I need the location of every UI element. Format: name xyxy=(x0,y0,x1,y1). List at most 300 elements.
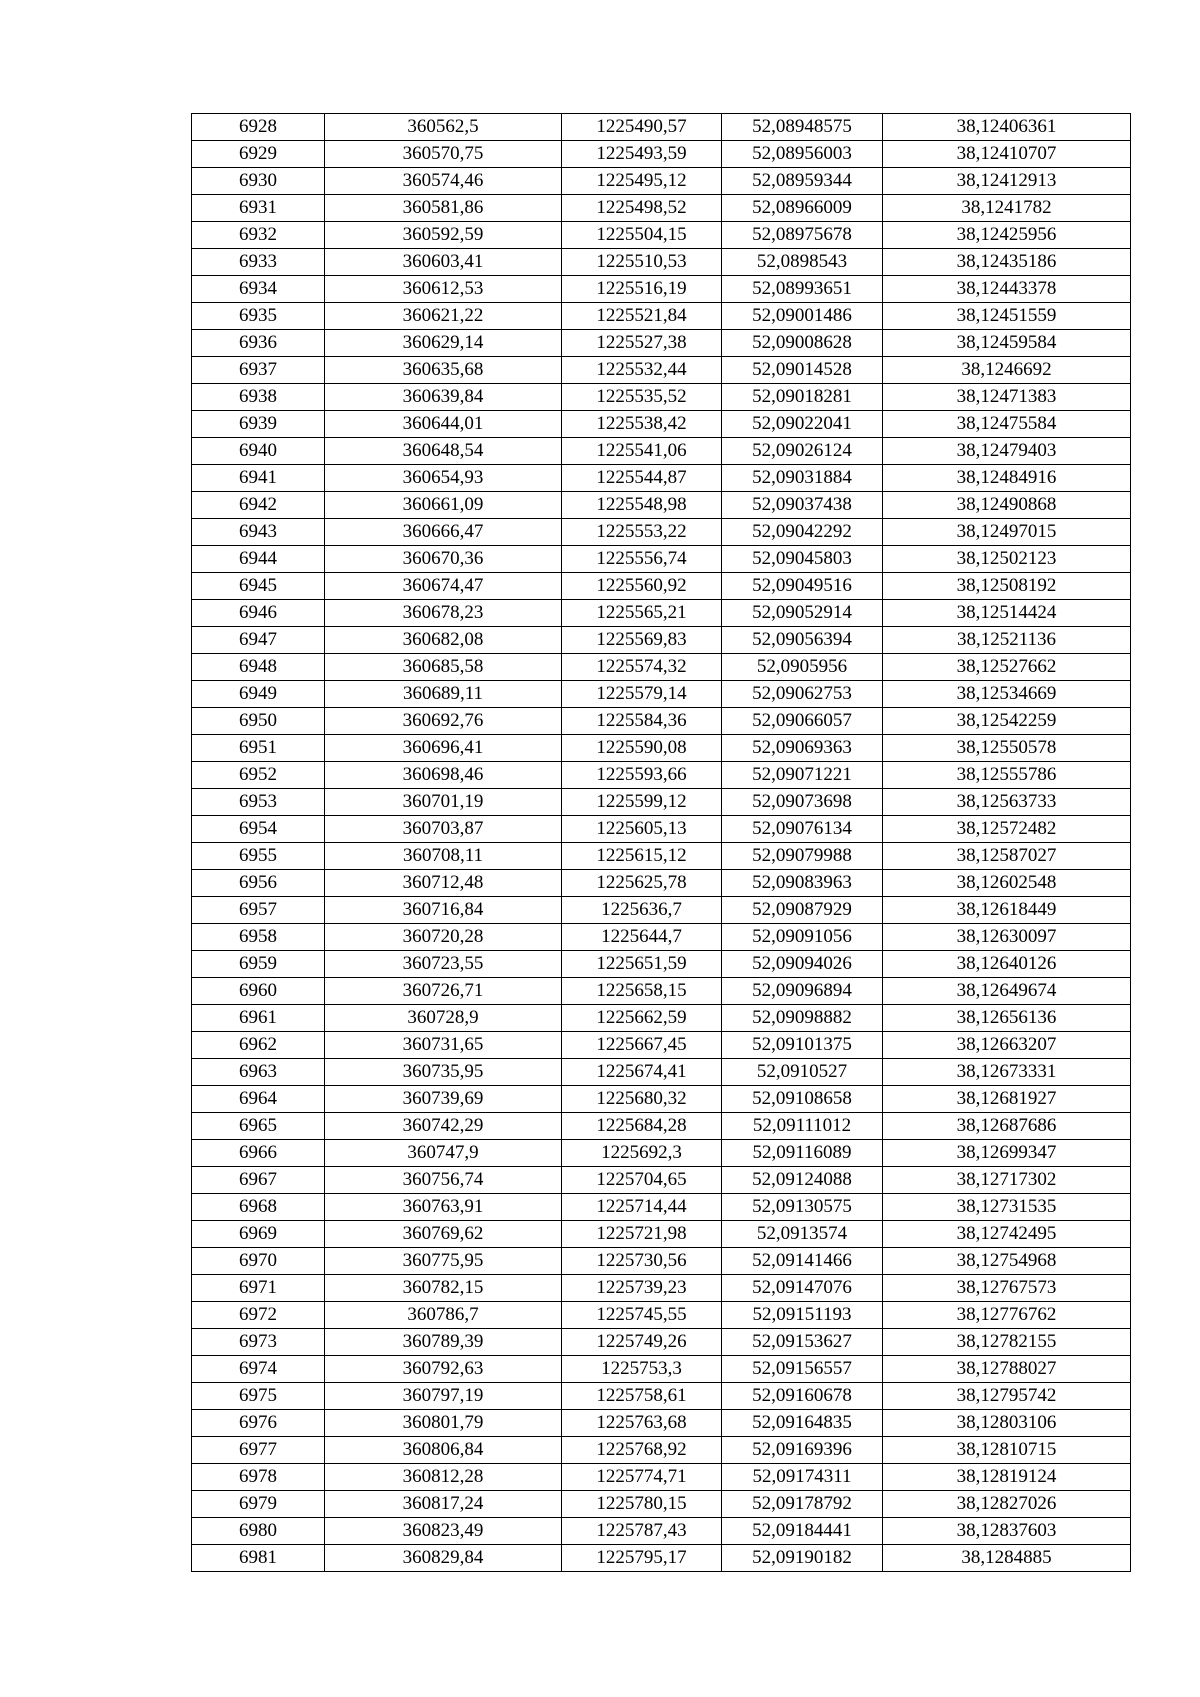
x-coordinate-cell: 360661,09 xyxy=(325,492,562,519)
table-row xyxy=(192,1005,1131,1032)
coordinates-table xyxy=(191,113,1131,1572)
y-coordinate-cell: 1225667,45 xyxy=(562,1032,722,1059)
x-coordinate-cell: 360763,91 xyxy=(325,1194,562,1221)
x-coordinate-cell: 360654,93 xyxy=(325,465,562,492)
y-coordinate-cell: 1225532,44 xyxy=(562,357,722,384)
table-row xyxy=(192,924,1131,951)
x-coordinate-cell: 360703,87 xyxy=(325,816,562,843)
longitude-cell: 38,12687686 xyxy=(883,1113,1131,1140)
point-number-cell: 6971 xyxy=(192,1275,325,1302)
point-number-cell: 6940 xyxy=(192,438,325,465)
table-row xyxy=(192,897,1131,924)
table-row xyxy=(192,870,1131,897)
y-coordinate-cell: 1225544,87 xyxy=(562,465,722,492)
table-row xyxy=(192,465,1131,492)
x-coordinate-cell: 360712,48 xyxy=(325,870,562,897)
table-row xyxy=(192,1221,1131,1248)
longitude-cell: 38,1246692 xyxy=(883,357,1131,384)
longitude-cell: 38,12795742 xyxy=(883,1383,1131,1410)
y-coordinate-cell: 1225535,52 xyxy=(562,384,722,411)
point-number-cell: 6930 xyxy=(192,168,325,195)
y-coordinate-cell: 1225538,42 xyxy=(562,411,722,438)
latitude-cell: 52,09001486 xyxy=(722,303,883,330)
longitude-cell: 38,12776762 xyxy=(883,1302,1131,1329)
latitude-cell: 52,09073698 xyxy=(722,789,883,816)
latitude-cell: 52,09076134 xyxy=(722,816,883,843)
x-coordinate-cell: 360666,47 xyxy=(325,519,562,546)
table-row xyxy=(192,114,1131,141)
longitude-cell: 38,12479403 xyxy=(883,438,1131,465)
latitude-cell: 52,09151193 xyxy=(722,1302,883,1329)
table-row xyxy=(192,1491,1131,1518)
table-row xyxy=(192,816,1131,843)
latitude-cell: 52,08975678 xyxy=(722,222,883,249)
latitude-cell: 52,09049516 xyxy=(722,573,883,600)
y-coordinate-cell: 1225774,71 xyxy=(562,1464,722,1491)
point-number-cell: 6975 xyxy=(192,1383,325,1410)
x-coordinate-cell: 360769,62 xyxy=(325,1221,562,1248)
latitude-cell: 52,09037438 xyxy=(722,492,883,519)
y-coordinate-cell: 1225493,59 xyxy=(562,141,722,168)
longitude-cell: 38,12508192 xyxy=(883,573,1131,600)
point-number-cell: 6934 xyxy=(192,276,325,303)
x-coordinate-cell: 360603,41 xyxy=(325,249,562,276)
latitude-cell: 52,09153627 xyxy=(722,1329,883,1356)
table-row xyxy=(192,654,1131,681)
point-number-cell: 6972 xyxy=(192,1302,325,1329)
latitude-cell: 52,09087929 xyxy=(722,897,883,924)
point-number-cell: 6967 xyxy=(192,1167,325,1194)
point-number-cell: 6957 xyxy=(192,897,325,924)
y-coordinate-cell: 1225490,57 xyxy=(562,114,722,141)
y-coordinate-cell: 1225560,92 xyxy=(562,573,722,600)
y-coordinate-cell: 1225504,15 xyxy=(562,222,722,249)
latitude-cell: 52,09062753 xyxy=(722,681,883,708)
latitude-cell: 52,08993651 xyxy=(722,276,883,303)
y-coordinate-cell: 1225749,26 xyxy=(562,1329,722,1356)
y-coordinate-cell: 1225625,78 xyxy=(562,870,722,897)
point-number-cell: 6955 xyxy=(192,843,325,870)
latitude-cell: 52,0913574 xyxy=(722,1221,883,1248)
point-number-cell: 6929 xyxy=(192,141,325,168)
latitude-cell: 52,09094026 xyxy=(722,951,883,978)
x-coordinate-cell: 360689,11 xyxy=(325,681,562,708)
latitude-cell: 52,09026124 xyxy=(722,438,883,465)
point-number-cell: 6968 xyxy=(192,1194,325,1221)
latitude-cell: 52,09164835 xyxy=(722,1410,883,1437)
latitude-cell: 52,09190182 xyxy=(722,1545,883,1572)
y-coordinate-cell: 1225541,06 xyxy=(562,438,722,465)
y-coordinate-cell: 1225662,59 xyxy=(562,1005,722,1032)
x-coordinate-cell: 360570,75 xyxy=(325,141,562,168)
longitude-cell: 38,12471383 xyxy=(883,384,1131,411)
point-number-cell: 6946 xyxy=(192,600,325,627)
y-coordinate-cell: 1225714,44 xyxy=(562,1194,722,1221)
y-coordinate-cell: 1225674,41 xyxy=(562,1059,722,1086)
longitude-cell: 38,12742495 xyxy=(883,1221,1131,1248)
table-row xyxy=(192,762,1131,789)
longitude-cell: 38,12656136 xyxy=(883,1005,1131,1032)
latitude-cell: 52,09052914 xyxy=(722,600,883,627)
x-coordinate-cell: 360782,15 xyxy=(325,1275,562,1302)
latitude-cell: 52,0898543 xyxy=(722,249,883,276)
x-coordinate-cell: 360801,79 xyxy=(325,1410,562,1437)
table-row xyxy=(192,195,1131,222)
point-number-cell: 6952 xyxy=(192,762,325,789)
longitude-cell: 38,12451559 xyxy=(883,303,1131,330)
y-coordinate-cell: 1225721,98 xyxy=(562,1221,722,1248)
latitude-cell: 52,09130575 xyxy=(722,1194,883,1221)
table-row xyxy=(192,411,1131,438)
x-coordinate-cell: 360735,95 xyxy=(325,1059,562,1086)
y-coordinate-cell: 1225590,08 xyxy=(562,735,722,762)
x-coordinate-cell: 360747,9 xyxy=(325,1140,562,1167)
longitude-cell: 38,12443378 xyxy=(883,276,1131,303)
latitude-cell: 52,09018281 xyxy=(722,384,883,411)
table-row xyxy=(192,1545,1131,1572)
y-coordinate-cell: 1225780,15 xyxy=(562,1491,722,1518)
y-coordinate-cell: 1225692,3 xyxy=(562,1140,722,1167)
table-row xyxy=(192,141,1131,168)
x-coordinate-cell: 360728,9 xyxy=(325,1005,562,1032)
point-number-cell: 6981 xyxy=(192,1545,325,1572)
point-number-cell: 6976 xyxy=(192,1410,325,1437)
table-row xyxy=(192,627,1131,654)
table-row xyxy=(192,789,1131,816)
table-row xyxy=(192,249,1131,276)
y-coordinate-cell: 1225795,17 xyxy=(562,1545,722,1572)
table-row xyxy=(192,438,1131,465)
y-coordinate-cell: 1225599,12 xyxy=(562,789,722,816)
point-number-cell: 6931 xyxy=(192,195,325,222)
longitude-cell: 38,12767573 xyxy=(883,1275,1131,1302)
y-coordinate-cell: 1225498,52 xyxy=(562,195,722,222)
point-number-cell: 6947 xyxy=(192,627,325,654)
latitude-cell: 52,0910527 xyxy=(722,1059,883,1086)
longitude-cell: 38,12630097 xyxy=(883,924,1131,951)
y-coordinate-cell: 1225787,43 xyxy=(562,1518,722,1545)
x-coordinate-cell: 360739,69 xyxy=(325,1086,562,1113)
table-row xyxy=(192,1329,1131,1356)
latitude-cell: 52,08948575 xyxy=(722,114,883,141)
longitude-cell: 38,12788027 xyxy=(883,1356,1131,1383)
y-coordinate-cell: 1225745,55 xyxy=(562,1302,722,1329)
x-coordinate-cell: 360581,86 xyxy=(325,195,562,222)
latitude-cell: 52,09031884 xyxy=(722,465,883,492)
table-row xyxy=(192,330,1131,357)
latitude-cell: 52,09156557 xyxy=(722,1356,883,1383)
point-number-cell: 6953 xyxy=(192,789,325,816)
latitude-cell: 52,09042292 xyxy=(722,519,883,546)
longitude-cell: 38,12527662 xyxy=(883,654,1131,681)
longitude-cell: 38,12502123 xyxy=(883,546,1131,573)
latitude-cell: 52,09079988 xyxy=(722,843,883,870)
x-coordinate-cell: 360574,46 xyxy=(325,168,562,195)
latitude-cell: 52,09091056 xyxy=(722,924,883,951)
point-number-cell: 6937 xyxy=(192,357,325,384)
table-row xyxy=(192,843,1131,870)
longitude-cell: 38,12673331 xyxy=(883,1059,1131,1086)
latitude-cell: 52,09108658 xyxy=(722,1086,883,1113)
longitude-cell: 38,12563733 xyxy=(883,789,1131,816)
table-row xyxy=(192,1194,1131,1221)
latitude-cell: 52,09022041 xyxy=(722,411,883,438)
point-number-cell: 6945 xyxy=(192,573,325,600)
latitude-cell: 52,09160678 xyxy=(722,1383,883,1410)
longitude-cell: 38,12717302 xyxy=(883,1167,1131,1194)
x-coordinate-cell: 360731,65 xyxy=(325,1032,562,1059)
x-coordinate-cell: 360726,71 xyxy=(325,978,562,1005)
table-row xyxy=(192,384,1131,411)
y-coordinate-cell: 1225684,28 xyxy=(562,1113,722,1140)
table-row xyxy=(192,1464,1131,1491)
longitude-cell: 38,12782155 xyxy=(883,1329,1131,1356)
latitude-cell: 52,09083963 xyxy=(722,870,883,897)
point-number-cell: 6958 xyxy=(192,924,325,951)
table-row xyxy=(192,546,1131,573)
latitude-cell: 52,09069363 xyxy=(722,735,883,762)
longitude-cell: 38,12640126 xyxy=(883,951,1131,978)
y-coordinate-cell: 1225605,13 xyxy=(562,816,722,843)
point-number-cell: 6950 xyxy=(192,708,325,735)
longitude-cell: 38,12542259 xyxy=(883,708,1131,735)
longitude-cell: 38,12602548 xyxy=(883,870,1131,897)
x-coordinate-cell: 360648,54 xyxy=(325,438,562,465)
point-number-cell: 6969 xyxy=(192,1221,325,1248)
longitude-cell: 38,12649674 xyxy=(883,978,1131,1005)
latitude-cell: 52,08956003 xyxy=(722,141,883,168)
table-row xyxy=(192,222,1131,249)
table-row xyxy=(192,492,1131,519)
longitude-cell: 38,12837603 xyxy=(883,1518,1131,1545)
table-row xyxy=(192,600,1131,627)
y-coordinate-cell: 1225651,59 xyxy=(562,951,722,978)
longitude-cell: 38,12699347 xyxy=(883,1140,1131,1167)
x-coordinate-cell: 360756,74 xyxy=(325,1167,562,1194)
longitude-cell: 38,12425956 xyxy=(883,222,1131,249)
x-coordinate-cell: 360786,7 xyxy=(325,1302,562,1329)
latitude-cell: 52,09174311 xyxy=(722,1464,883,1491)
longitude-cell: 38,12406361 xyxy=(883,114,1131,141)
point-number-cell: 6966 xyxy=(192,1140,325,1167)
latitude-cell: 52,09066057 xyxy=(722,708,883,735)
x-coordinate-cell: 360639,84 xyxy=(325,384,562,411)
latitude-cell: 52,09014528 xyxy=(722,357,883,384)
x-coordinate-cell: 360792,63 xyxy=(325,1356,562,1383)
y-coordinate-cell: 1225556,74 xyxy=(562,546,722,573)
x-coordinate-cell: 360742,29 xyxy=(325,1113,562,1140)
x-coordinate-cell: 360674,47 xyxy=(325,573,562,600)
longitude-cell: 38,12618449 xyxy=(883,897,1131,924)
y-coordinate-cell: 1225758,61 xyxy=(562,1383,722,1410)
x-coordinate-cell: 360723,55 xyxy=(325,951,562,978)
point-number-cell: 6941 xyxy=(192,465,325,492)
longitude-cell: 38,12819124 xyxy=(883,1464,1131,1491)
y-coordinate-cell: 1225636,7 xyxy=(562,897,722,924)
table-row xyxy=(192,357,1131,384)
longitude-cell: 38,12475584 xyxy=(883,411,1131,438)
point-number-cell: 6956 xyxy=(192,870,325,897)
point-number-cell: 6935 xyxy=(192,303,325,330)
longitude-cell: 38,1284885 xyxy=(883,1545,1131,1572)
longitude-cell: 38,12555786 xyxy=(883,762,1131,789)
table-row xyxy=(192,303,1131,330)
x-coordinate-cell: 360592,59 xyxy=(325,222,562,249)
longitude-cell: 38,12514424 xyxy=(883,600,1131,627)
table-row xyxy=(192,1167,1131,1194)
x-coordinate-cell: 360692,76 xyxy=(325,708,562,735)
longitude-cell: 38,12731535 xyxy=(883,1194,1131,1221)
point-number-cell: 6933 xyxy=(192,249,325,276)
y-coordinate-cell: 1225516,19 xyxy=(562,276,722,303)
x-coordinate-cell: 360797,19 xyxy=(325,1383,562,1410)
x-coordinate-cell: 360562,5 xyxy=(325,114,562,141)
longitude-cell: 38,12412913 xyxy=(883,168,1131,195)
longitude-cell: 38,12550578 xyxy=(883,735,1131,762)
table-row xyxy=(192,735,1131,762)
y-coordinate-cell: 1225548,98 xyxy=(562,492,722,519)
point-number-cell: 6936 xyxy=(192,330,325,357)
x-coordinate-cell: 360644,01 xyxy=(325,411,562,438)
point-number-cell: 6959 xyxy=(192,951,325,978)
table-row xyxy=(192,951,1131,978)
longitude-cell: 38,12521136 xyxy=(883,627,1131,654)
y-coordinate-cell: 1225615,12 xyxy=(562,843,722,870)
table-row xyxy=(192,276,1131,303)
latitude-cell: 52,09096894 xyxy=(722,978,883,1005)
point-number-cell: 6965 xyxy=(192,1113,325,1140)
x-coordinate-cell: 360716,84 xyxy=(325,897,562,924)
point-number-cell: 6962 xyxy=(192,1032,325,1059)
y-coordinate-cell: 1225553,22 xyxy=(562,519,722,546)
y-coordinate-cell: 1225579,14 xyxy=(562,681,722,708)
x-coordinate-cell: 360701,19 xyxy=(325,789,562,816)
y-coordinate-cell: 1225680,32 xyxy=(562,1086,722,1113)
point-number-cell: 6948 xyxy=(192,654,325,681)
table-row xyxy=(192,1140,1131,1167)
x-coordinate-cell: 360670,36 xyxy=(325,546,562,573)
x-coordinate-cell: 360678,23 xyxy=(325,600,562,627)
y-coordinate-cell: 1225527,38 xyxy=(562,330,722,357)
point-number-cell: 6979 xyxy=(192,1491,325,1518)
x-coordinate-cell: 360685,58 xyxy=(325,654,562,681)
table-row xyxy=(192,1356,1131,1383)
latitude-cell: 52,09101375 xyxy=(722,1032,883,1059)
y-coordinate-cell: 1225768,92 xyxy=(562,1437,722,1464)
table-row xyxy=(192,1086,1131,1113)
x-coordinate-cell: 360775,95 xyxy=(325,1248,562,1275)
point-number-cell: 6939 xyxy=(192,411,325,438)
point-number-cell: 6974 xyxy=(192,1356,325,1383)
x-coordinate-cell: 360806,84 xyxy=(325,1437,562,1464)
point-number-cell: 6973 xyxy=(192,1329,325,1356)
longitude-cell: 38,12572482 xyxy=(883,816,1131,843)
table-row xyxy=(192,1410,1131,1437)
point-number-cell: 6942 xyxy=(192,492,325,519)
x-coordinate-cell: 360708,11 xyxy=(325,843,562,870)
latitude-cell: 52,09141466 xyxy=(722,1248,883,1275)
table-row xyxy=(192,1383,1131,1410)
latitude-cell: 52,09147076 xyxy=(722,1275,883,1302)
y-coordinate-cell: 1225730,56 xyxy=(562,1248,722,1275)
x-coordinate-cell: 360635,68 xyxy=(325,357,562,384)
point-number-cell: 6964 xyxy=(192,1086,325,1113)
y-coordinate-cell: 1225574,32 xyxy=(562,654,722,681)
latitude-cell: 52,09098882 xyxy=(722,1005,883,1032)
longitude-cell: 38,12587027 xyxy=(883,843,1131,870)
longitude-cell: 38,12497015 xyxy=(883,519,1131,546)
table-row xyxy=(192,1518,1131,1545)
table-row xyxy=(192,1059,1131,1086)
coordinates-table-body xyxy=(192,114,1131,1572)
latitude-cell: 52,09008628 xyxy=(722,330,883,357)
point-number-cell: 6951 xyxy=(192,735,325,762)
longitude-cell: 38,12459584 xyxy=(883,330,1131,357)
latitude-cell: 52,09184441 xyxy=(722,1518,883,1545)
longitude-cell: 38,12484916 xyxy=(883,465,1131,492)
latitude-cell: 52,09056394 xyxy=(722,627,883,654)
longitude-cell: 38,1241782 xyxy=(883,195,1131,222)
x-coordinate-cell: 360817,24 xyxy=(325,1491,562,1518)
table-row xyxy=(192,519,1131,546)
x-coordinate-cell: 360823,49 xyxy=(325,1518,562,1545)
longitude-cell: 38,12663207 xyxy=(883,1032,1131,1059)
y-coordinate-cell: 1225569,83 xyxy=(562,627,722,654)
y-coordinate-cell: 1225704,65 xyxy=(562,1167,722,1194)
latitude-cell: 52,08959344 xyxy=(722,168,883,195)
y-coordinate-cell: 1225510,53 xyxy=(562,249,722,276)
latitude-cell: 52,0905956 xyxy=(722,654,883,681)
latitude-cell: 52,09178792 xyxy=(722,1491,883,1518)
point-number-cell: 6978 xyxy=(192,1464,325,1491)
longitude-cell: 38,12803106 xyxy=(883,1410,1131,1437)
table-row xyxy=(192,1437,1131,1464)
point-number-cell: 6928 xyxy=(192,114,325,141)
latitude-cell: 52,08966009 xyxy=(722,195,883,222)
point-number-cell: 6960 xyxy=(192,978,325,1005)
x-coordinate-cell: 360812,28 xyxy=(325,1464,562,1491)
x-coordinate-cell: 360629,14 xyxy=(325,330,562,357)
y-coordinate-cell: 1225495,12 xyxy=(562,168,722,195)
x-coordinate-cell: 360789,39 xyxy=(325,1329,562,1356)
x-coordinate-cell: 360698,46 xyxy=(325,762,562,789)
longitude-cell: 38,12490868 xyxy=(883,492,1131,519)
longitude-cell: 38,12435186 xyxy=(883,249,1131,276)
y-coordinate-cell: 1225739,23 xyxy=(562,1275,722,1302)
latitude-cell: 52,09111012 xyxy=(722,1113,883,1140)
point-number-cell: 6970 xyxy=(192,1248,325,1275)
point-number-cell: 6963 xyxy=(192,1059,325,1086)
y-coordinate-cell: 1225763,68 xyxy=(562,1410,722,1437)
longitude-cell: 38,12410707 xyxy=(883,141,1131,168)
table-row xyxy=(192,1275,1131,1302)
point-number-cell: 6980 xyxy=(192,1518,325,1545)
longitude-cell: 38,12681927 xyxy=(883,1086,1131,1113)
point-number-cell: 6944 xyxy=(192,546,325,573)
latitude-cell: 52,09045803 xyxy=(722,546,883,573)
table-row xyxy=(192,573,1131,600)
longitude-cell: 38,12810715 xyxy=(883,1437,1131,1464)
y-coordinate-cell: 1225584,36 xyxy=(562,708,722,735)
y-coordinate-cell: 1225565,21 xyxy=(562,600,722,627)
point-number-cell: 6977 xyxy=(192,1437,325,1464)
x-coordinate-cell: 360621,22 xyxy=(325,303,562,330)
point-number-cell: 6938 xyxy=(192,384,325,411)
longitude-cell: 38,12827026 xyxy=(883,1491,1131,1518)
table-row xyxy=(192,168,1131,195)
y-coordinate-cell: 1225644,7 xyxy=(562,924,722,951)
table-row xyxy=(192,1302,1131,1329)
